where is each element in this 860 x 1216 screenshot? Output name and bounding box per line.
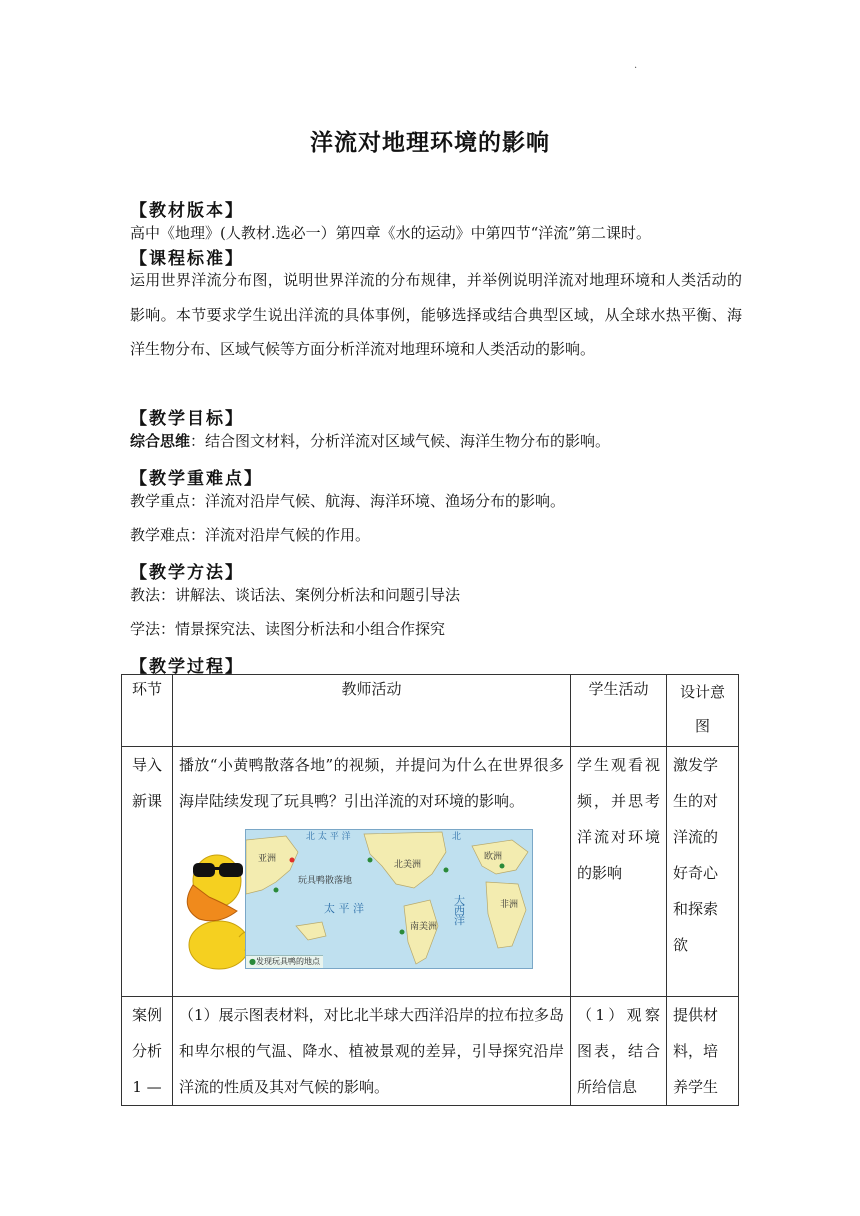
standard-text: 运用世界洋流分布图，说明世界洋流的分布规律，并举例说明洋流对地理环境和人类活动的影响。本节要求学生说出洋流的具体事例，能够选择或结合典型区域，从全球水热平衡、海洋生物分布、区域气候等方面分析洋流对地理环境和人类活动的影响。 <box>130 271 742 358</box>
standard-heading: 【课程标准】 <box>130 249 244 269</box>
key-heading: 【教学重难点】 <box>130 469 263 489</box>
page-mark: . <box>634 60 638 71</box>
process-heading: 【教学过程】 <box>130 657 244 677</box>
table-row <box>122 747 739 997</box>
map-label-pacific: 太 平 洋 <box>324 902 364 915</box>
map-label-north: 北 <box>452 832 462 842</box>
table-row <box>122 997 739 1106</box>
legend-dot-icon: ● <box>249 957 256 966</box>
goal-text: ：结合图文材料，分析洋流对区域气候、海洋生物分布的影响。 <box>190 432 611 450</box>
map-label-spill-site: 玩具鸭散落地 <box>298 876 353 886</box>
row2-intent: 提供材料，培养学生 <box>667 997 739 1106</box>
map-label-europe: 欧洲 <box>484 852 503 862</box>
map-label-north-america: 北美洲 <box>394 860 422 870</box>
method-heading: 【教学方法】 <box>130 563 244 583</box>
header-student: 学生活动 <box>571 675 667 747</box>
map-label-south-america: 南美洲 <box>410 922 438 932</box>
world-ocean-map <box>245 829 533 969</box>
edition-text: 高中《地理》(人教材.选必一）第四章《水的运动》中第四节“洋流”第二课时。 <box>130 224 651 242</box>
teach-method: 教法：讲解法、谈话法、案例分析法和问题引导法 <box>130 586 461 604</box>
row2-teacher: （1）展示图表材料，对比北半球大西洋沿岸的拉布拉多岛和卑尔根的气温、降水、植被景观的差异，引导探究沿岸洋流的性质及其对气候的影响。 <box>173 997 571 1106</box>
goal-label: 综合思维 <box>130 432 191 450</box>
header-intent: 设计意图 <box>667 675 739 747</box>
edition-heading: 【教材版本】 <box>130 201 244 221</box>
legend-text: 发现玩具鸭的地点 <box>255 957 320 966</box>
row1-student: 学生观看视频，并思考洋流对环境的影响 <box>571 747 667 997</box>
row1-teacher: 播放“小黄鸭散落各地”的视频，并提问为什么在世界很多海岸陆续发现了玩具鸭？引出洋流的对环境的影响。 <box>179 756 564 810</box>
row1-teacher-cell <box>173 747 571 997</box>
difficult-point: 教学难点：洋流对沿岸气候的作用。 <box>130 526 371 544</box>
row1-intent: 激发学生的对洋流的好奇心和探索欲 <box>667 747 739 997</box>
row1-stage: 导入新课 <box>122 747 173 997</box>
map-legend <box>246 955 323 968</box>
map-label-atlantic: 大 西 洋 <box>454 894 465 927</box>
map-label-africa: 非洲 <box>500 900 519 910</box>
duck-map-figure <box>179 823 539 973</box>
key-point: 教学重点：洋流对沿岸气候、航海、海洋环境、渔场分布的影响。 <box>130 492 566 510</box>
header-teacher: 教师活动 <box>173 675 571 747</box>
table-header-row <box>122 675 739 747</box>
rubber-duck-illustration <box>179 827 251 973</box>
map-label-north-pacific: 北 太 平 洋 <box>306 832 351 842</box>
learn-method: 学法：情景探究法、读图分析法和小组合作探究 <box>130 620 446 638</box>
header-stage: 环节 <box>122 675 173 747</box>
row2-student: （1）观察图表，结合所给信息 <box>571 997 667 1106</box>
goal-line <box>130 430 610 451</box>
document-title: 洋流对地理环境的影响 <box>310 130 550 156</box>
goal-heading: 【教学目标】 <box>130 409 244 429</box>
row2-stage: 案例分析1 — <box>122 997 173 1106</box>
process-table <box>121 674 739 1106</box>
map-land-shapes <box>246 830 532 968</box>
map-label-asia: 亚洲 <box>258 854 277 864</box>
